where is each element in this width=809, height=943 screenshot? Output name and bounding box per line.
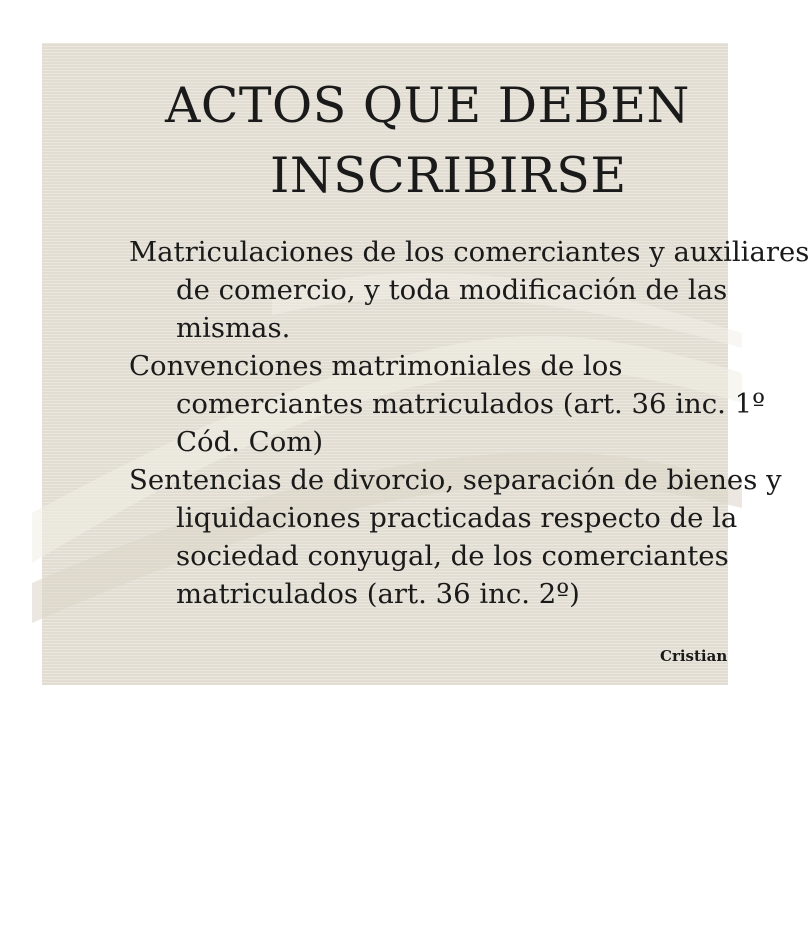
list-item <box>129 347 769 461</box>
item-text-line: comerciantes matriculados (art. 36 inc. 1º <box>176 388 766 420</box>
author-name: Cristian <box>660 647 728 665</box>
item-text-line: sociedad conyugal, de los comerciantes <box>176 540 729 572</box>
title-line-1: ACTOS QUE DEBEN <box>165 77 690 134</box>
title-line-2: INSCRIBIRSE <box>270 147 627 204</box>
item-text-line: Convenciones matrimoniales de los <box>129 350 623 382</box>
item-text-line: Sentencias de divorcio, separación de bienes y <box>129 464 782 496</box>
slide <box>42 43 809 685</box>
item-text-line: matriculados (art. 36 inc. 2º) <box>176 578 580 610</box>
item-text-line: mismas. <box>176 312 291 344</box>
item-text-line: liquidaciones practicadas respecto de la <box>176 502 738 534</box>
bullet-list <box>129 233 809 613</box>
list-item <box>129 461 782 613</box>
item-text-line: Cód. Com) <box>176 426 324 458</box>
list-item <box>129 233 809 347</box>
item-text-line: Matriculaciones de los comerciantes y auxiliares <box>129 236 809 268</box>
item-text-line: de comercio, y toda modificación de las <box>176 274 728 306</box>
